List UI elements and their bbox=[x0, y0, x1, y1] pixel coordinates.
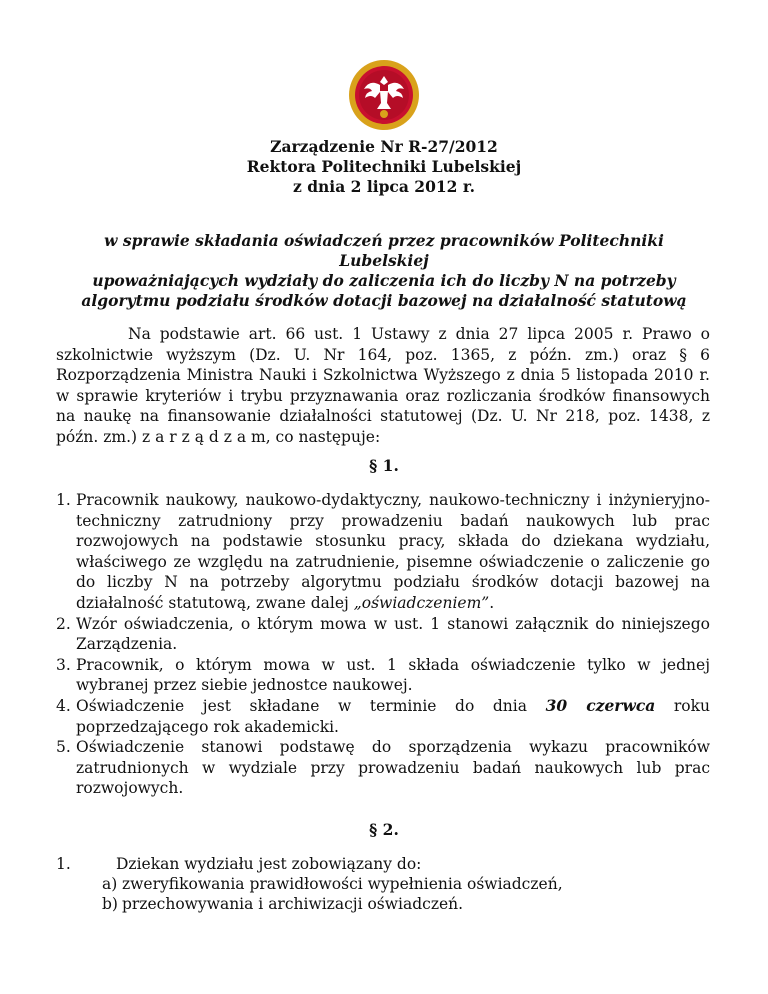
section-2-sublist bbox=[56, 874, 710, 914]
subject-line: w sprawie składania oświadczeń przez pracowników Politechniki Lubelskiej bbox=[104, 231, 664, 270]
item-text: Wzór oświadczenia, o którym mowa w ust. 1 stanowi załącznik do niniejszego Zarządzenia. bbox=[76, 614, 710, 654]
sublist-item bbox=[102, 874, 710, 894]
item-text: . bbox=[489, 593, 495, 612]
item-number: 4. bbox=[56, 696, 71, 715]
subitem-text: przechowywania i archiwizacji oświadczeń. bbox=[122, 895, 464, 913]
item-text: roku poprzedzającego rok akademicki. bbox=[76, 696, 710, 736]
item-number: 2. bbox=[56, 614, 71, 633]
subitem-letter: b) bbox=[102, 895, 118, 913]
subitem-letter: a) bbox=[102, 875, 118, 893]
subject-line: algorytmu podziału środków dotacji bazowej na działalność statutową bbox=[81, 291, 687, 310]
item-text: Pracownik naukowy, naukowo-dydaktyczny, naukowo-techniczny i inżynieryjno-techniczny zatrudniony przy prowadzeniu badań naukowych lub prac rozwojowych na podstawie stosunku pracy, składa do dziekana wydziału, właściwego ze względu na zatrudnienie, pisemne oświadczenie o zaliczenie go do liczby N na potrzeby algorytmu podziału środków dotacji bazowej na działalność statutową, zwane dalej bbox=[76, 491, 710, 612]
list-item bbox=[56, 696, 710, 737]
item-text: Oświadczenie jest składane w terminie do dnia bbox=[76, 696, 546, 715]
list-item bbox=[56, 854, 710, 874]
ordinance-header bbox=[0, 137, 768, 197]
subject-line: upoważniających wydziały do zaliczenia ich do liczby N na potrzeby bbox=[92, 271, 676, 290]
university-logo-emblem bbox=[347, 58, 421, 132]
ordinance-number: Zarządzenie Nr R-27/2012 bbox=[270, 137, 498, 156]
list-item bbox=[56, 614, 710, 655]
section-2-title: § 2. bbox=[369, 820, 399, 839]
item-number: 5. bbox=[56, 738, 71, 757]
sublist-item bbox=[102, 894, 710, 914]
item-number: 3. bbox=[56, 655, 71, 674]
deadline-date: 30 czerwca bbox=[545, 695, 656, 715]
list-item bbox=[56, 655, 710, 696]
item-number: 1. bbox=[56, 491, 71, 509]
sublist-container bbox=[56, 874, 710, 914]
item-text: Pracownik, o którym mowa w ust. 1 składa oświadczenie tylko w jednej wybranej przez siebie jednostce naukowej. bbox=[76, 655, 710, 695]
section-1-title: § 1. bbox=[369, 456, 399, 475]
item-text-emphasis: „oświadczeniem” bbox=[353, 593, 490, 612]
preamble-paragraph: Na podstawie art. 66 ust. 1 Ustawy z dnia 27 lipca 2005 r. Prawo o szkolnictwie wyższym (Dz. U. Nr 164, poz. 1365, z późn. zm.) oraz § 6 Rozporządzenia Ministra Nauki i Szkolnictwa Wyższego z dnia 5 listopada 2010 r. w sprawie kryteriów i trybu przyznawania oraz rozliczania środków finansowych na naukę na finansowanie działalności statutowej (Dz. U. Nr 218, poz. 1438, z późn. zm.) z a r z ą d z a m, co następuje: bbox=[56, 325, 710, 446]
ordinance-subject bbox=[60, 231, 708, 311]
item-number: 1. bbox=[56, 855, 71, 873]
list-item bbox=[56, 737, 710, 799]
subitem-text: zweryfikowania prawidłowości wypełnienia oświadczeń, bbox=[122, 875, 563, 893]
item-text: Dziekan wydziału jest zobowiązany do: bbox=[116, 855, 422, 873]
list-item bbox=[56, 490, 710, 614]
section-1-list bbox=[56, 490, 710, 799]
section-2-list bbox=[56, 854, 710, 914]
ordinance-issuer: Rektora Politechniki Lubelskiej bbox=[246, 157, 522, 176]
ordinance-date: z dnia 2 lipca 2012 r. bbox=[293, 177, 475, 196]
item-text: Oświadczenie stanowi podstawę do sporządzenia wykazu pracowników zatrudnionych w wydziale przy prowadzeniu badań naukowych lub prac rozwojowych. bbox=[76, 738, 710, 798]
